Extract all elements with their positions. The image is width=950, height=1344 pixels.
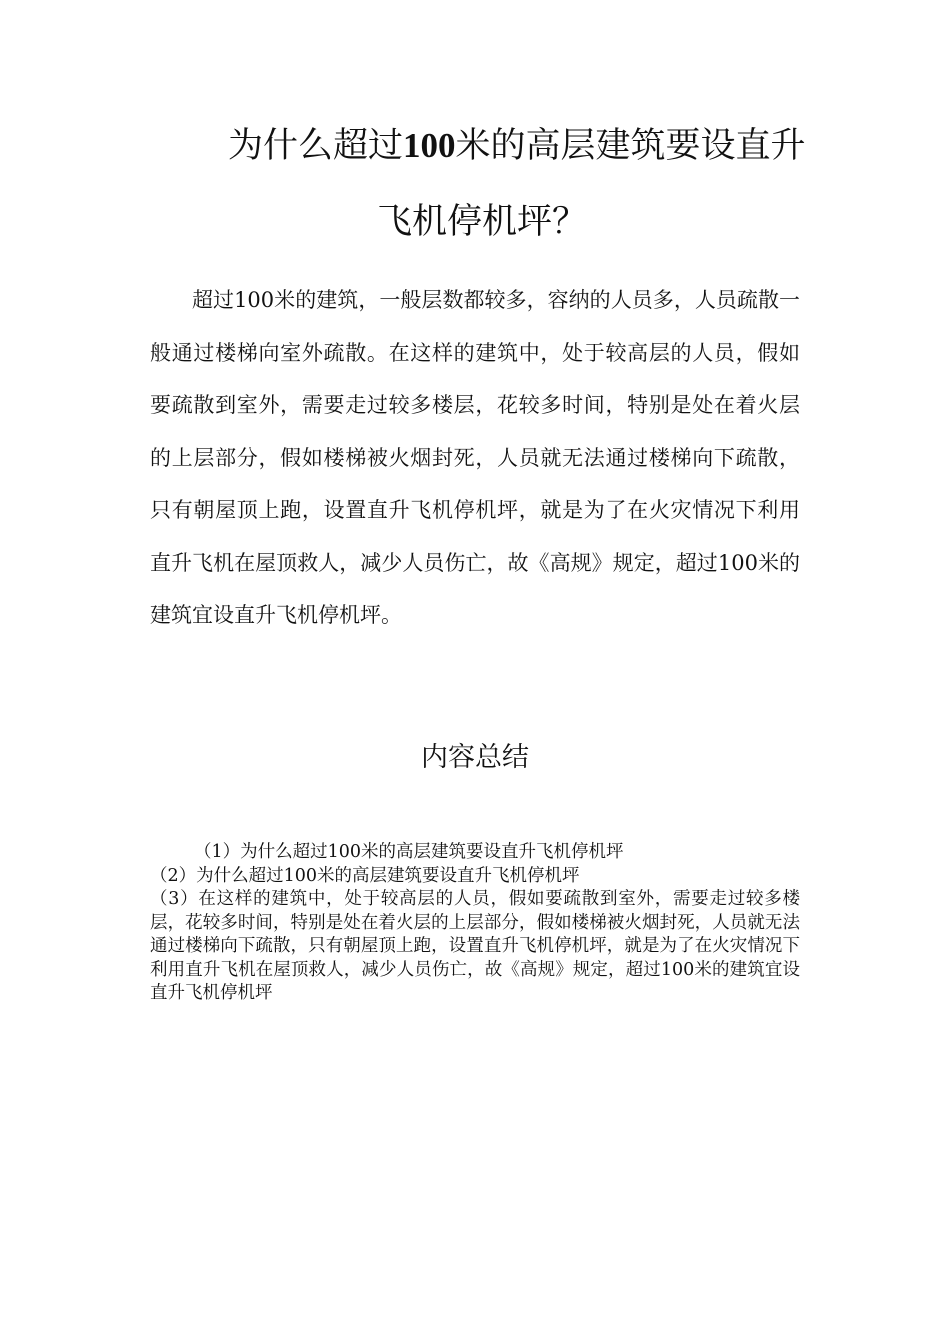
summary-item-2: （2）为什么超过100米的高层建筑要设直升飞机停机坪 xyxy=(150,865,580,886)
summary-heading: 内容总结 xyxy=(421,742,529,773)
body-paragraph: 超过100米的建筑，一般层数都较多，容纳的人员多，人员疏散一般通过楼梯向室外疏散。在这样的建筑中，处于较高层的人员，假如要疏散到室外，需要走过较多楼层，花较多时间，特别是处在着火层的上层部分，假如楼梯被火烟封死，人员就无法通过楼梯向下疏散，只有朝屋顶上跑，设置直升飞机停机坪，就是为了在火灾情况下利用直升飞机在屋顶救人，减少人员伤亡，故《高规》规定，超过100米的建筑宜设直升飞机停机坪。 xyxy=(150,288,800,627)
summary-list xyxy=(150,841,800,1006)
document-title-line-2 xyxy=(150,202,950,242)
summary-item-3: （3）在这样的建筑中，处于较高层的人员，假如要疏散到室外，需要走过较多楼层，花较多时间，特别是处在着火层的上层部分，假如楼梯被火烟封死，人员就无法通过楼梯向下疏散，只有朝屋顶上跑，设置直升飞机停机坪，就是为了在火灾情况下利用直升飞机在屋顶救人，减少人员伤亡，故《高规》规定，超过100米的建筑宜设直升飞机停机坪 xyxy=(150,889,800,1003)
document-title-line-1 xyxy=(150,126,878,166)
title-number: 100 xyxy=(403,126,456,165)
title-line-2-text: 飞机停机坪？ xyxy=(377,202,588,242)
title-prefix: 为什么超过 xyxy=(228,126,404,166)
title-suffix: 米的高层建筑要设直升 xyxy=(455,126,806,166)
summary-item-1: （1）为什么超过100米的高层建筑要设直升飞机停机坪 xyxy=(194,842,624,862)
